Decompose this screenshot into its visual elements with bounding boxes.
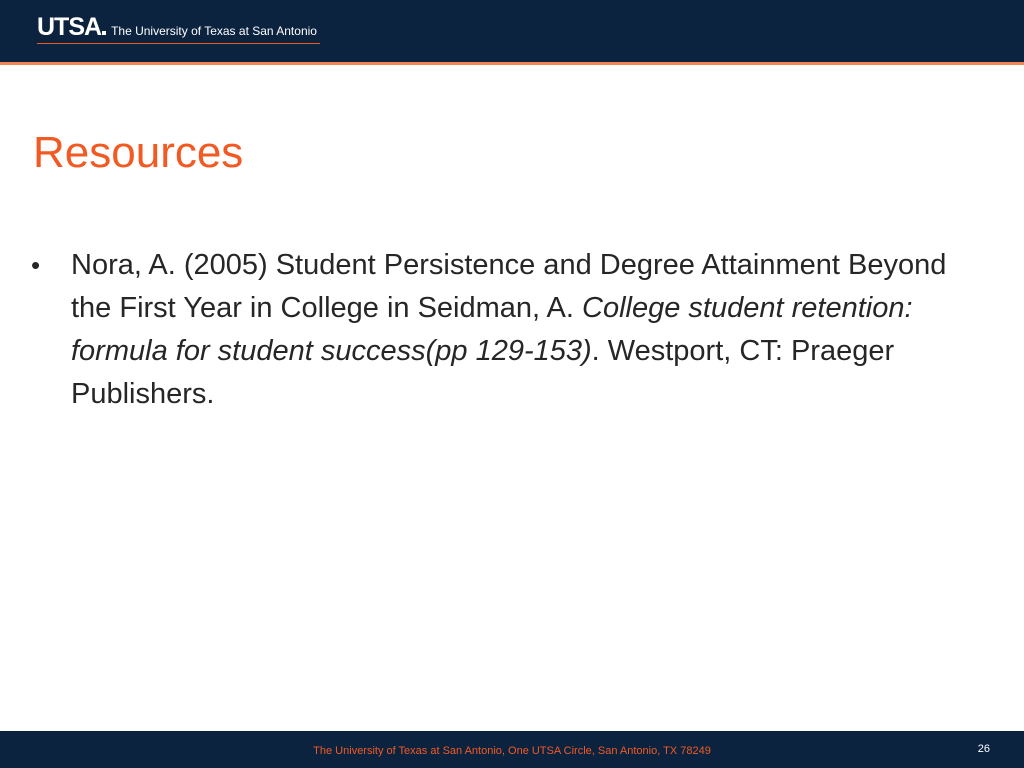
- logo-dot: [102, 31, 106, 35]
- logo-mark: UTSA: [37, 13, 102, 41]
- bullet-item: [31, 244, 991, 416]
- utsa-logo: [37, 14, 317, 40]
- logo-underline: [37, 43, 320, 44]
- page-number: 26: [977, 743, 990, 755]
- citation-text: Nora, A. (2005) Student Persistence and Degree Attainment Beyond the First Year in College in Seidman, A.: [71, 249, 947, 324]
- citation-book-title: College student retention: formula for student success(pp 129-153): [71, 292, 913, 367]
- logo-text: The University of Texas at San Antonio: [111, 24, 317, 38]
- header-bar: [0, 0, 1024, 62]
- bullet-dot-icon: •: [31, 250, 41, 280]
- bullet-list: [31, 244, 991, 416]
- slide-title: Resources: [33, 128, 244, 177]
- header-accent-line: [0, 62, 1024, 65]
- citation-publisher: . Westport, CT: Praeger Publishers.: [71, 335, 895, 410]
- footer-address: The University of Texas at San Antonio, One UTSA Circle, San Antonio, TX 78249: [313, 745, 711, 757]
- footer-bar: [0, 731, 1024, 768]
